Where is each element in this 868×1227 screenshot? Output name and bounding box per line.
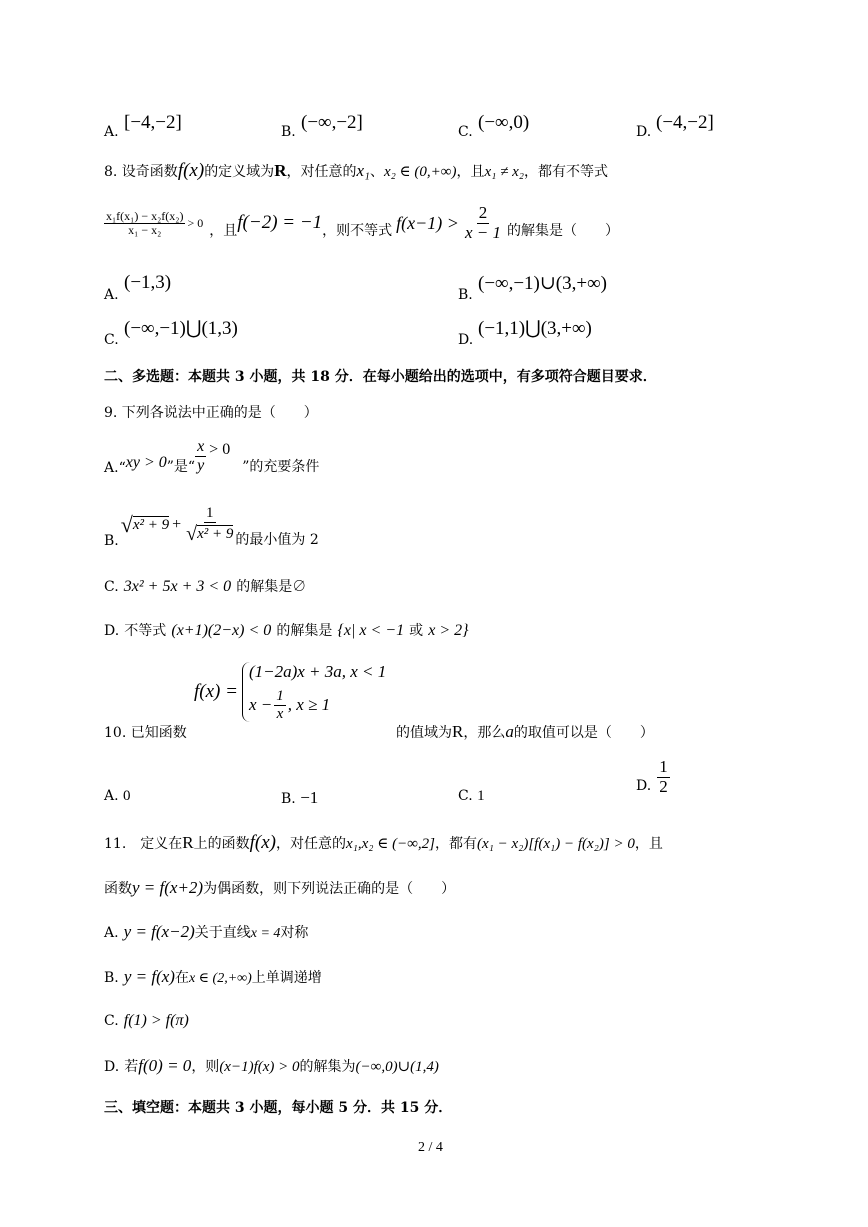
q8-cond: f(−2) = −1 <box>237 212 323 234</box>
q11-d-text2: ，则 <box>191 1059 220 1075</box>
q8-prefix: 8. 设奇函数 <box>104 164 178 180</box>
q9-d-text1: 不等式 <box>124 623 167 639</box>
q10-c-label: C. <box>458 788 473 804</box>
q10-case2-b: , x ≥ 1 <box>287 695 331 714</box>
q10-prefix: 10. 已知函数 <box>104 725 187 741</box>
q11-d-text3: 的解集为 <box>299 1059 356 1075</box>
q11-option-a <box>104 922 308 942</box>
q8-fraction-num: x₁f(x₁) − x₂f(x₂) <box>106 208 184 223</box>
q9-b-den-sqrt-body: x² + 9 <box>197 525 234 542</box>
q8-ineq-den: x − 1 <box>464 222 501 242</box>
q10-case2-fraction <box>274 688 286 722</box>
q11-prefix: 11. 定义在 <box>104 836 183 852</box>
q11-text3: ，都有 <box>434 836 477 852</box>
q9-b-text: 的最小值为 2 <box>235 531 319 548</box>
q11-b-expr: y = f(x) <box>123 967 175 986</box>
q9-d-text2: 的解集是 <box>276 623 333 639</box>
q9-a-quote3: ”的充要条件 <box>242 459 320 476</box>
q8-text5: ，且 <box>209 223 238 240</box>
q10-case2-num: 1 <box>276 688 284 704</box>
q10-case2-den: x <box>276 705 284 722</box>
q9-b-label: B. <box>104 532 119 549</box>
q11-d-ineq: (x−1)f(x) > 0 <box>219 1059 300 1075</box>
q11-a-line: x = 4 <box>250 926 281 941</box>
q8-text1: 的定义域为 <box>204 164 275 180</box>
q10-case2-a: x − <box>248 695 273 714</box>
q7-option-c-value: (−∞,0) <box>478 112 530 133</box>
q7-option-a-label: A. <box>104 124 119 140</box>
q11-a-label: A. <box>104 925 119 941</box>
q11-d-text1: 若 <box>124 1059 139 1075</box>
q11-option-b <box>104 967 322 987</box>
q8-option-d-label: D. <box>458 332 474 348</box>
q8-text6: ，则不等式 <box>322 223 393 240</box>
q10-a: a <box>505 722 514 741</box>
q11-text1: 上的函数 <box>193 836 250 852</box>
q11-line2-a: 函数 <box>104 881 132 897</box>
q8-option-c-label: C. <box>104 332 119 348</box>
q7-option-a-value: [−4,−2] <box>124 112 182 133</box>
q8-fraction-den: x₁ − x₂ <box>128 222 162 237</box>
q10-a-val: 0 <box>123 788 131 804</box>
q11-b-text2: 上单调递增 <box>251 970 322 986</box>
q10-cases <box>242 662 386 722</box>
q8-option-a-value: (−1,3) <box>124 272 172 293</box>
q8-text2: ，对任意的 <box>286 164 357 180</box>
q9-a-fraction <box>195 438 206 474</box>
q9-b-expr <box>121 505 236 545</box>
q10-stem-tail <box>396 722 654 742</box>
q10-a-label: A. <box>104 788 119 804</box>
q8-option-d-value: (−1,1)⋃(3,+∞) <box>478 318 592 339</box>
q11-stem-line1 <box>104 832 663 854</box>
q11-a-expr: y = f(x−2) <box>123 922 195 941</box>
q11-line2-b: 为偶函数，则下列说法正确的是（ ） <box>203 881 456 897</box>
q9-option-c <box>104 576 306 596</box>
q10-option-d <box>636 758 670 796</box>
q8-sep: 、 <box>369 164 384 180</box>
q9-b-sqrt-body: x² + 9 <box>132 516 170 533</box>
q11-c-expr: f(1) > f(π) <box>123 1012 189 1029</box>
q8-stem-line1 <box>104 160 608 182</box>
q8-option-a-label: A. <box>104 287 119 303</box>
q9-b-plus: + <box>172 515 182 533</box>
q9-d-expr: (x+1)(2−x) < 0 <box>171 622 272 639</box>
q10-option-b <box>281 788 318 808</box>
q11-line2-expr: y = f(x+2) <box>132 878 204 897</box>
q11-option-c <box>104 1010 189 1030</box>
section3-heading: 三、填空题：本题共 3 小题，每小题 5 分．共 15 分． <box>104 1100 453 1116</box>
q9-option-a <box>104 438 319 478</box>
q10-piecewise <box>194 662 386 722</box>
q9-c-text: 的解集是∅ <box>236 579 307 595</box>
q7-option-d-value: (−4,−2] <box>656 112 714 133</box>
q11-a-text: 关于直线 <box>194 925 251 941</box>
q9-a-xy: xy > 0 <box>125 454 167 472</box>
q7-option-b-value: (−∞,−2] <box>301 112 363 133</box>
q9-a-fraction-gt: > 0 <box>209 441 231 459</box>
q9-b-sqrt-sign: √ <box>120 511 133 537</box>
q11-b-label: B. <box>104 970 119 986</box>
q10-case2 <box>249 688 386 722</box>
q9-option-d <box>104 620 469 640</box>
q8-x2-domain: x₂ ∈ (0,+∞) <box>383 164 457 180</box>
q9-c-label: C. <box>104 579 119 595</box>
q9-a-fraction-num: x <box>197 438 205 455</box>
q10-d-num: 1 <box>659 757 668 776</box>
q10-text3: 的取值可以是（ ） <box>513 725 654 741</box>
q7-option-b-label: B. <box>281 124 296 140</box>
q11-text4: ，且 <box>634 836 663 852</box>
q11-c-label: C. <box>104 1013 119 1029</box>
q10-case1: (1−2a)x + 3a, x < 1 <box>248 662 387 681</box>
q10-text1: 的值域为 <box>396 725 452 741</box>
q10-fx: f(x) = <box>194 681 238 702</box>
q11-a-text2: 对称 <box>280 925 309 941</box>
q10-d-label: D. <box>636 778 652 795</box>
q8-text4: ，都有不等式 <box>523 164 608 180</box>
q9-a-fraction-group <box>195 438 230 474</box>
q8-stem-line2 <box>104 204 619 242</box>
q10-d-den: 2 <box>659 776 668 796</box>
q9-option-b <box>104 505 319 551</box>
q8-ineq-num: 2 <box>478 203 488 222</box>
q8-ineq-left: f(x−1) > <box>396 212 459 233</box>
q9-b-fraction-num: 1 <box>206 505 214 521</box>
q9-a-quote1: “ <box>118 460 126 477</box>
q7-option-c-label: C. <box>458 124 473 140</box>
q9-c-expr: 3x² + 5x + 3 < 0 <box>123 578 232 595</box>
q10-R: R <box>452 722 464 741</box>
q8-fraction <box>104 210 185 237</box>
q9-b-den-sqrt-sign: √ <box>186 522 198 545</box>
q9-d-set2: x > 2} <box>428 622 469 639</box>
q9-a-quote2: ”是“ <box>166 459 196 476</box>
q10-text2: ，那么 <box>463 725 506 741</box>
q10-b-val: −1 <box>300 788 319 807</box>
q8-x1: x₁ <box>356 161 370 180</box>
q10-d-fraction <box>657 758 670 796</box>
q11-R: R <box>182 833 194 852</box>
q9-d-or: 或 <box>409 623 424 639</box>
q9-b-fraction-den <box>184 523 235 545</box>
q8-fx: f(x) <box>177 160 205 181</box>
q11-fx: f(x) <box>249 832 276 853</box>
q10-option-c <box>458 788 485 805</box>
q8-R: R <box>274 161 287 180</box>
q10-b-label: B. <box>281 791 296 807</box>
q8-option-c-value: (−∞,−1)⋃(1,3) <box>124 318 238 339</box>
q9-a-fraction-den: y <box>197 456 205 474</box>
q9-d-label: D. <box>104 623 120 639</box>
q7-option-d-label: D. <box>636 124 652 140</box>
q11-stem-line2 <box>104 878 455 898</box>
q8-neq: x₁ ≠ x₂ <box>484 164 524 180</box>
q11-cond: (x₁ − x₂)[f(x₁) − f(x₂)] > 0 <box>476 836 635 852</box>
q11-d-label: D. <box>104 1059 120 1075</box>
q8-ineq-fraction <box>463 204 503 242</box>
q11-d-cond: f(0) = 0 <box>138 1056 192 1075</box>
q8-text3: ，且 <box>456 164 485 180</box>
q10-option-a <box>104 788 131 805</box>
section2-heading: 二、多选题：本题共 3 小题，共 18 分．在每小题给出的选项中，有多项符合题目要求． <box>104 369 657 385</box>
q11-option-d <box>104 1056 439 1076</box>
q11-b-dom: x ∈ (2,+∞) <box>188 971 252 986</box>
q11-dom: x₁,x₂ ∈ (−∞,2] <box>345 836 435 852</box>
q8-text7: 的解集是（ ） <box>506 223 619 240</box>
q11-b-text: 在 <box>174 970 189 986</box>
q8-option-b-label: B. <box>458 287 473 303</box>
q11-text2: ，对任意的 <box>275 836 346 852</box>
page-number: 2 / 4 <box>418 1140 443 1155</box>
q8-option-b-value: (−∞,−1)∪(3,+∞) <box>478 273 607 294</box>
q10-c-val: 1 <box>477 788 485 804</box>
q9-stem: 9. 下列各说法中正确的是（ ） <box>104 405 318 421</box>
q11-d-sol: (−∞,0)∪(1,4) <box>355 1059 439 1075</box>
q9-b-fraction <box>184 505 235 545</box>
q9-d-set1: {x| x < −1 <box>337 622 405 639</box>
q8-gt0: > 0 <box>187 215 204 230</box>
q9-a-label: A. <box>104 460 119 477</box>
